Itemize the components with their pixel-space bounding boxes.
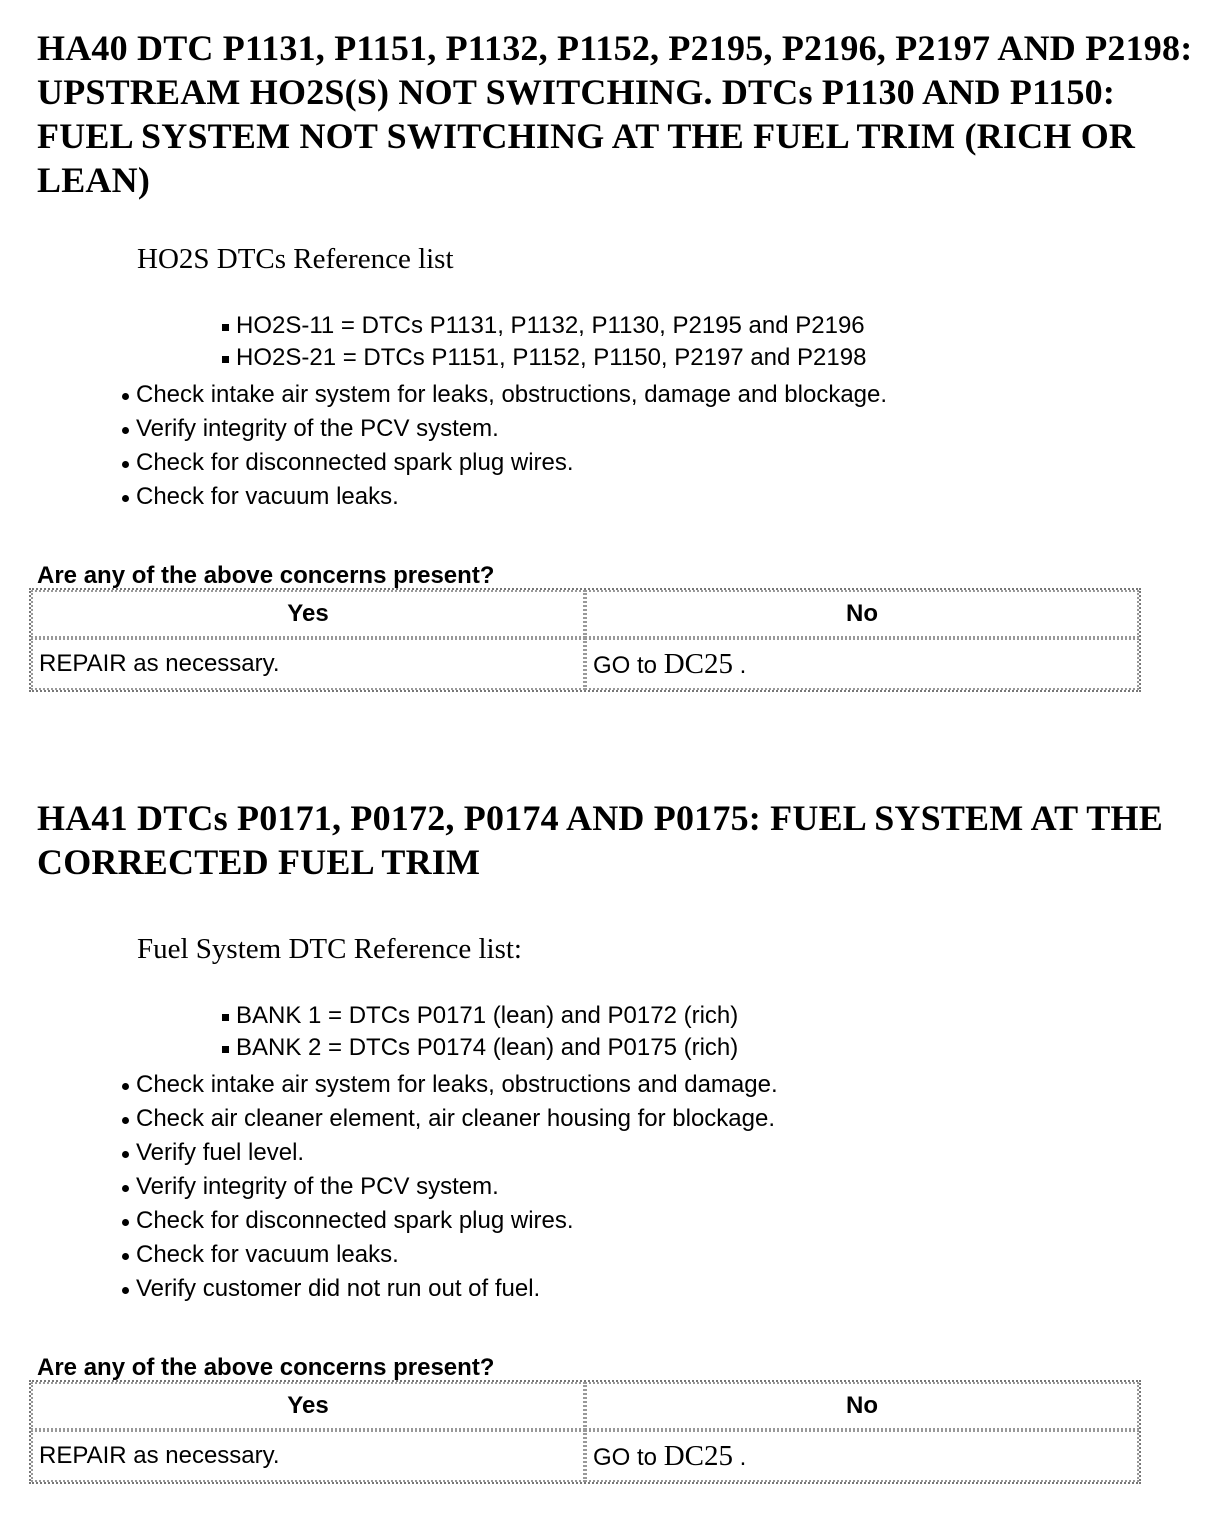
no-header: No [585,590,1139,638]
check-item: Verify customer did not run out of fuel. [119,1272,1207,1306]
section-ha40 [37,26,1207,692]
check-item: Check air cleaner element, air cleaner housing for blockage. [119,1102,1207,1136]
question: Are any of the above concerns present? [37,1354,495,1381]
section-ha41 [37,796,1207,1484]
no-action [585,1430,1139,1482]
table-row [31,1430,1139,1482]
check-list [119,1068,1207,1306]
no-action-suffix: . [732,651,747,679]
section-heading: HA40 DTC P1131, P1151, P1132, P1152, P2195, P2196, P2197 AND P2198: UPSTREAM HO2S(S) NOT SWITCHING. DTCs P1130 AND P1150: FUEL SYSTEM NOT SWITCHING AT THE FUEL TRIM (RICH OR LEAN) [37,28,1193,200]
check-item: Check intake air system for leaks, obstructions and damage. [119,1068,1207,1102]
reference-list [220,310,1207,374]
answer-table [29,1380,1141,1484]
reference-item: HO2S-21 = DTCs P1151, P1152, P1150, P2197 and P2198 [220,342,1207,374]
dc25-link[interactable]: DC25 [663,1439,733,1472]
yes-action: REPAIR as necessary. [31,1430,585,1482]
check-item: Verify fuel level. [119,1136,1207,1170]
check-item: Verify integrity of the PCV system. [119,412,1207,446]
no-header: No [585,1382,1139,1430]
reference-item: HO2S-11 = DTCs P1131, P1132, P1130, P2195 and P2196 [220,310,1207,342]
section-heading: HA41 DTCs P0171, P0172, P0174 AND P0175: FUEL SYSTEM AT THE CORRECTED FUEL TRIM [37,798,1163,882]
answer-table [29,588,1141,692]
check-item: Check for disconnected spark plug wires. [119,446,1207,480]
question: Are any of the above concerns present? [37,562,495,589]
reference-item: BANK 2 = DTCs P0174 (lean) and P0175 (rich) [220,1032,1207,1064]
yes-header: Yes [31,1382,585,1430]
no-action-prefix: GO to [593,1443,664,1471]
reference-list [220,1000,1207,1064]
no-action-suffix: . [732,1443,747,1471]
table-header-row [31,590,1139,638]
yes-header: Yes [31,590,585,638]
dc25-link[interactable]: DC25 [663,647,733,680]
check-item: Check for vacuum leaks. [119,1238,1207,1272]
check-list [119,378,1207,514]
table-header-row [31,1382,1139,1430]
check-item: Check for vacuum leaks. [119,480,1207,514]
yes-action: REPAIR as necessary. [31,638,585,690]
no-action [585,638,1139,690]
table-row [31,638,1139,690]
reference-list-title: Fuel System DTC Reference list: [137,933,522,965]
check-item: Check for disconnected spark plug wires. [119,1204,1207,1238]
no-action-prefix: GO to [593,651,664,679]
reference-item: BANK 1 = DTCs P0171 (lean) and P0172 (rich) [220,1000,1207,1032]
reference-list-title: HO2S DTCs Reference list [137,243,454,275]
check-item: Check intake air system for leaks, obstructions, damage and blockage. [119,378,1207,412]
check-item: Verify integrity of the PCV system. [119,1170,1207,1204]
